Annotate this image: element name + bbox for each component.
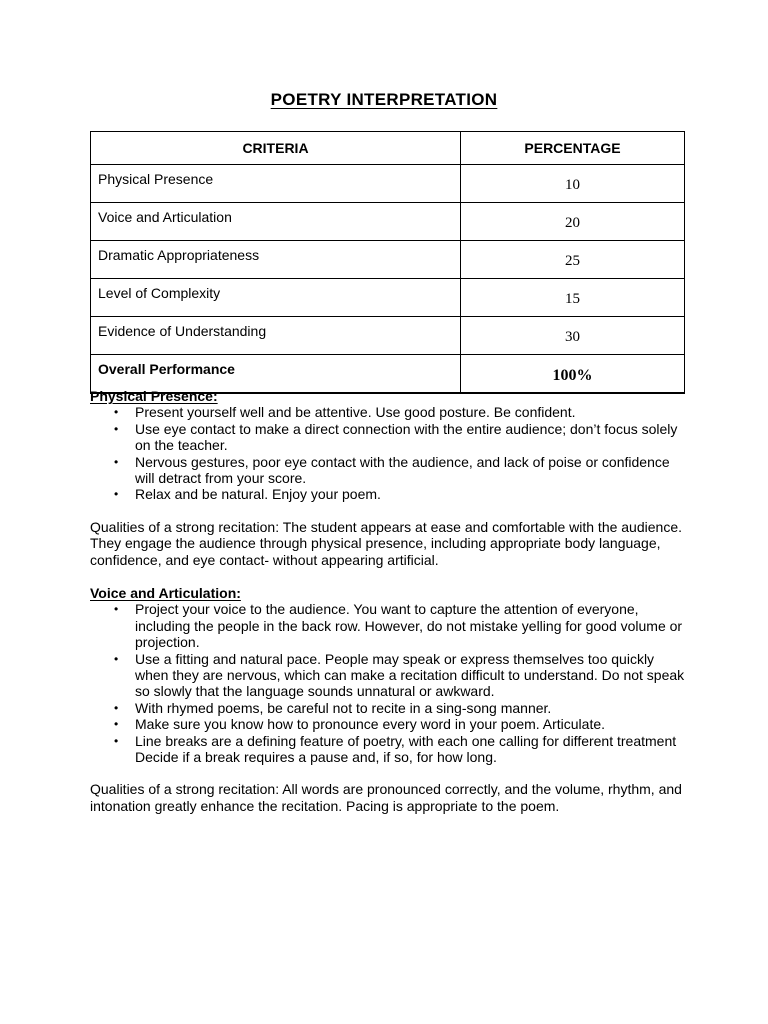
- qualities-paragraph: Qualities of a strong recitation: The student appears at ease and comfortable with the audience. They engage the audience through physical presence, including appropriate body language, confidence, and eye contact- without appearing artificial.: [90, 518, 682, 568]
- list-item: • Project your voice to the audience. You want to capture the attention of everyone, including the people in the back row. However, do not mistake yelling for good volume or projection.: [90, 601, 690, 650]
- list-item: • Make sure you know how to pronounce every word in your poem. Articulate.: [90, 716, 690, 732]
- physical-presence-section: [90, 388, 690, 568]
- section-heading: Voice and Articulation:: [90, 585, 241, 601]
- percentage-cell: 30: [461, 317, 685, 355]
- list-item: • Use eye contact to make a direct connection with the entire audience; don’t focus solely on the teacher.: [90, 421, 690, 454]
- percentage-cell: 20: [461, 203, 685, 241]
- criteria-cell: Dramatic Appropriateness: [91, 241, 461, 279]
- table-row: [91, 165, 685, 203]
- list-item: • Use a fitting and natural pace. People may speak or express themselves too quickly when they are nervous, which can make a recitation difficult to understand. Do not speak so slowly that the language sounds unnatural or awkward.: [90, 651, 690, 700]
- bullet-list: [90, 404, 690, 502]
- criteria-cell: Voice and Articulation: [91, 203, 461, 241]
- voice-articulation-section: [90, 585, 690, 814]
- bullet-list: [90, 601, 690, 765]
- percentage-header: PERCENTAGE: [461, 132, 685, 165]
- page-title: POETRY INTERPRETATION: [270, 90, 498, 109]
- list-item: • With rhymed poems, be careful not to recite in a sing-song manner.: [90, 700, 690, 716]
- table-header-row: [91, 132, 685, 165]
- percentage-cell: 10: [461, 165, 685, 203]
- percentage-cell: 25: [461, 241, 685, 279]
- table-row: [91, 317, 685, 355]
- criteria-header: CRITERIA: [91, 132, 461, 165]
- total-percentage-cell: 100%: [461, 355, 685, 394]
- section-heading: Physical Presence:: [90, 388, 218, 404]
- list-item: • Nervous gestures, poor eye contact with the audience, and lack of poise or confidence will detract from your score.: [90, 454, 690, 487]
- table-row: [91, 203, 685, 241]
- qualities-paragraph: Qualities of a strong recitation: All words are pronounced correctly, and the volume, rhythm, and intonation greatly enhance the recitation. Pacing is appropriate to the poem.: [90, 781, 682, 814]
- criteria-cell: Level of Complexity: [91, 279, 461, 317]
- percentage-cell: 15: [461, 279, 685, 317]
- criteria-cell: Physical Presence: [91, 165, 461, 203]
- criteria-table: [90, 131, 685, 394]
- list-item: • Line breaks are a defining feature of poetry, with each one calling for different treatment Decide if a break requires a pause and, if so, for how long.: [90, 733, 690, 766]
- list-item: • Relax and be natural. Enjoy your poem.: [90, 486, 690, 502]
- total-criteria-cell: Overall Performance: [91, 355, 461, 394]
- list-item: • Present yourself well and be attentive. Use good posture. Be confident.: [90, 404, 690, 420]
- table-row: [91, 279, 685, 317]
- table-row: [91, 241, 685, 279]
- criteria-cell: Evidence of Understanding: [91, 317, 461, 355]
